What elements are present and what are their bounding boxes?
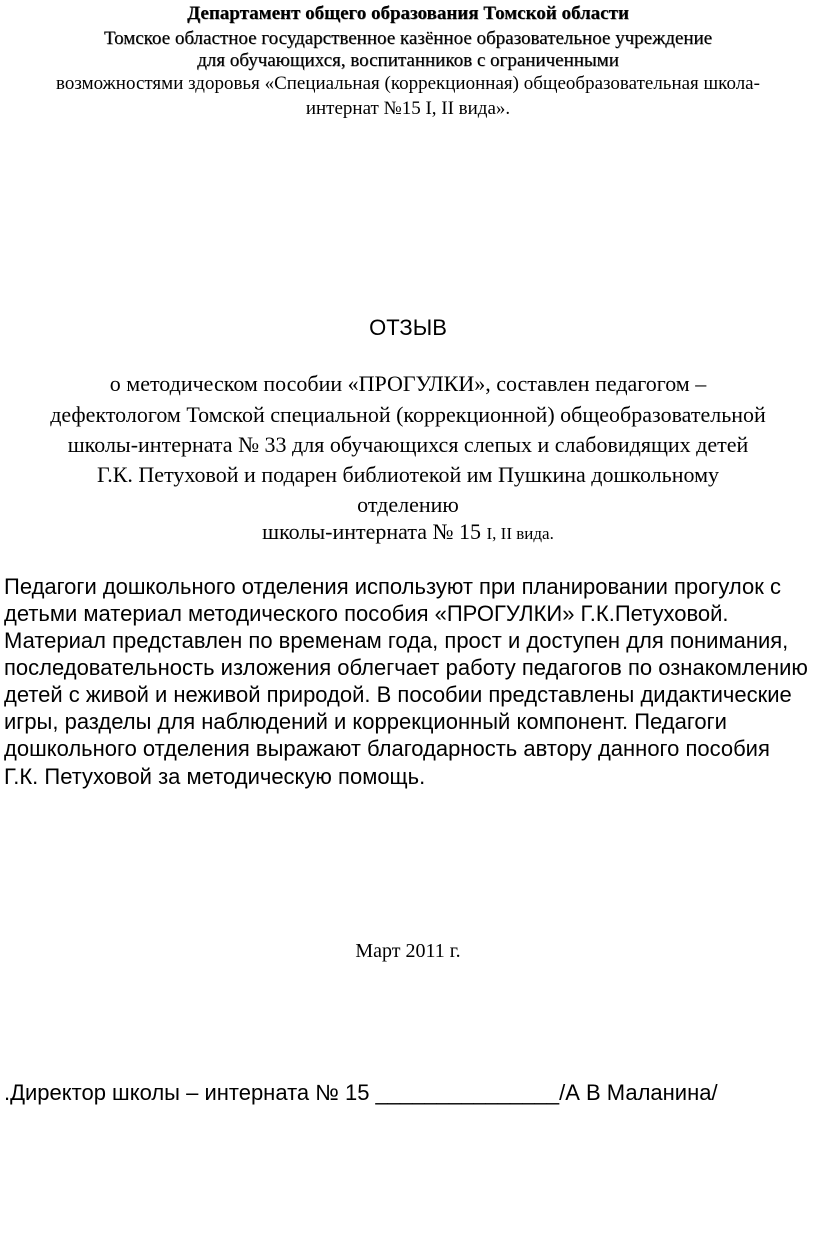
subtitle-line-6-main: школы-интерната № 15: [262, 519, 482, 544]
document-date: Март 2011 г.: [355, 940, 461, 962]
body-line-5: детей с живой и неживой природой. В пособии представлены дидактические: [4, 682, 792, 707]
institution-line-1: Томское областное государственное казённое образовательное учреждение: [103, 28, 713, 49]
body-line-8: Г.К. Петуховой за методическую помощь.: [4, 764, 426, 789]
institution-line-4: интернат №15 I, II вида».: [305, 98, 511, 119]
body-line-1: Педагоги дошкольного отделения используют при планировании прогулок с: [4, 574, 781, 599]
document-title: ОТЗЫВ: [369, 315, 447, 340]
department-heading: Департамент общего образования Томской области: [187, 3, 629, 24]
institution-line-2: для обучающихся, воспитанников с ограниченными: [197, 50, 619, 71]
body-line-4: последовательность изложения облегчает работу педагогов по ознакомлению: [4, 655, 808, 680]
body-line-2: детьми материал методического пособия «ПРОГУЛКИ» Г.К.Петуховой.: [4, 601, 729, 626]
subtitle-line-3: школы-интерната № 33 для обучающихся слепых и слабовидящих детей: [67, 432, 749, 457]
body-line-6: игры, разделы для наблюдений и коррекционный компонент. Педагоги: [4, 709, 727, 734]
subtitle-line-2: дефектологом Томской специальной (коррекционной) общеобразовательной: [50, 402, 766, 427]
body-line-7: дошкольного отделения выражают благодарность автору данного пособия: [4, 736, 770, 761]
subtitle-line-4: Г.К. Петуховой и подарен библиотекой им Пушкина дошкольному: [97, 462, 719, 487]
subtitle-line-5: отделению: [357, 492, 459, 517]
body-line-3: Материал представлен по временам года, прост и доступен для понимания,: [4, 628, 789, 653]
institution-line-3: возможностями здоровья «Специальная (коррекционная) общеобразовательная школа-: [56, 73, 760, 94]
subtitle-line-6-small: I, II вида.: [486, 524, 554, 543]
signature-line: .Директор школы – интерната № 15 _______________/А В Маланина/: [4, 1080, 718, 1105]
subtitle-line-6: [0, 519, 816, 545]
subtitle-line-1: о методическом пособии «ПРОГУЛКИ», составлен педагогом –: [109, 371, 707, 396]
